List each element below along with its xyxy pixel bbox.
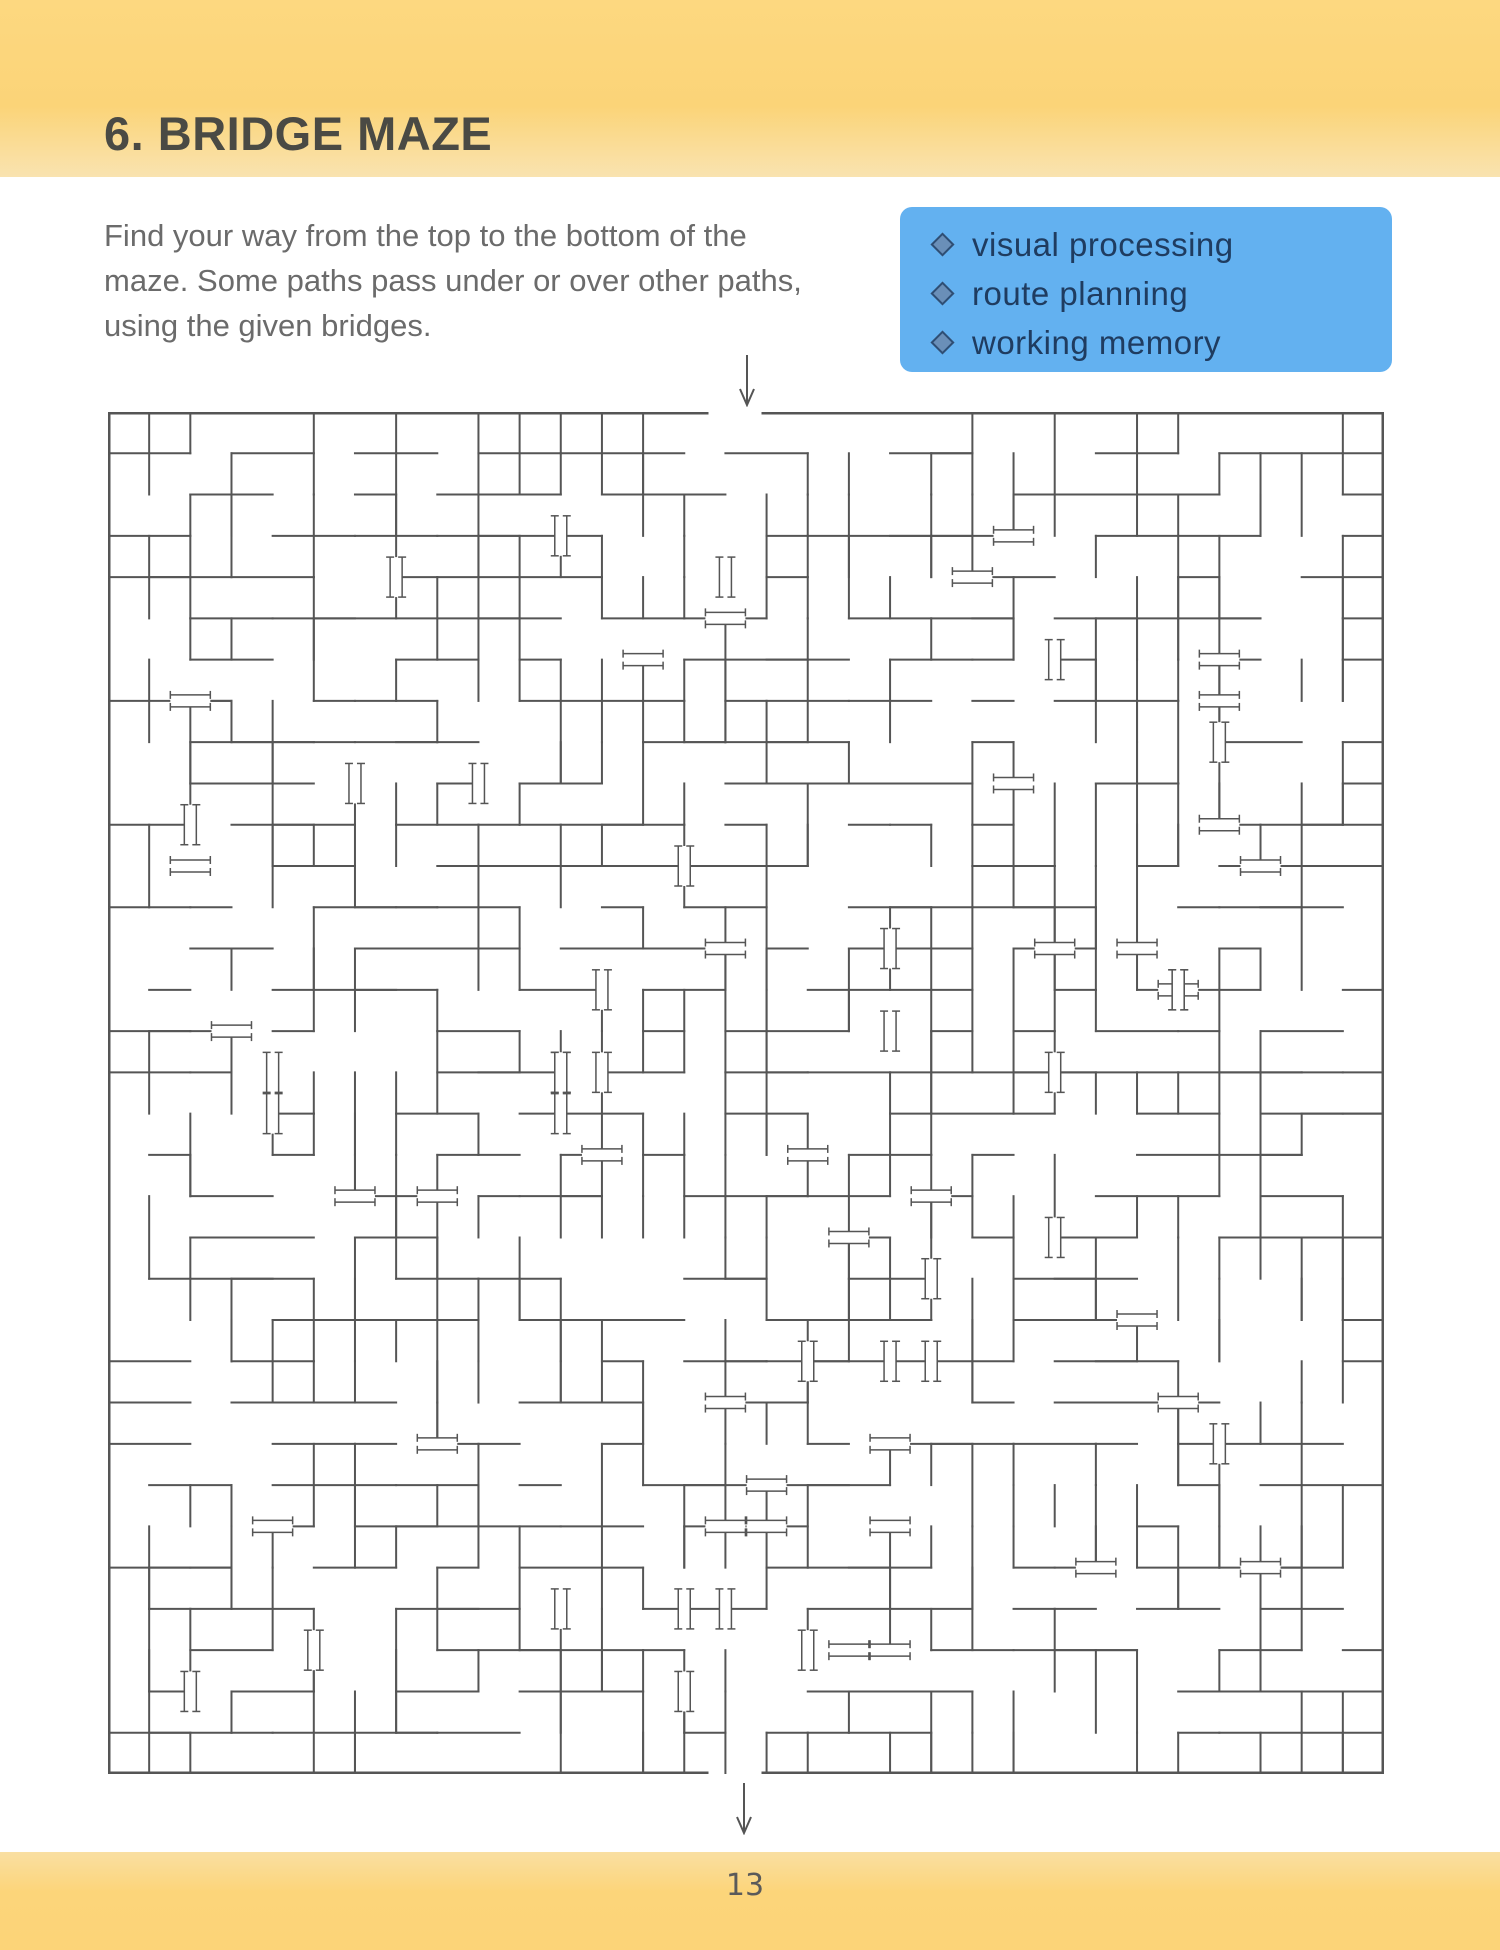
maze-bridge — [880, 1011, 900, 1051]
diamond-icon — [930, 330, 954, 354]
page-number: 13 — [725, 1868, 765, 1903]
maze-bridge — [798, 1630, 818, 1670]
maze-bridge — [674, 1671, 694, 1711]
diamond-icon — [930, 232, 954, 256]
bridge-maze[interactable] — [108, 412, 1384, 1774]
skill-label: visual processing — [972, 225, 1234, 263]
skill-item — [930, 220, 1392, 269]
arrow-down-icon — [737, 355, 757, 407]
skill-item — [930, 318, 1392, 367]
maze-bridge — [829, 1640, 869, 1660]
page-title: 6. BRIDGE MAZE — [104, 107, 493, 160]
skills-box — [900, 207, 1392, 372]
arrow-down-icon — [734, 1783, 754, 1835]
instructions-text: Find your way from the top to the bottom of the maze. Some paths pass under or over other paths, using the given bridges. — [104, 218, 802, 343]
maze-bridge — [715, 557, 735, 597]
maze-bridge — [263, 1052, 283, 1092]
maze-bridge — [345, 763, 365, 803]
skills-list — [930, 220, 1392, 367]
skill-item — [930, 269, 1392, 318]
maze-bridge — [304, 1630, 324, 1670]
diamond-icon — [930, 281, 954, 305]
skill-label: working memory — [972, 323, 1222, 361]
maze-bridge — [551, 1589, 571, 1629]
maze-bridge — [170, 856, 210, 876]
skill-label: route planning — [972, 274, 1189, 312]
